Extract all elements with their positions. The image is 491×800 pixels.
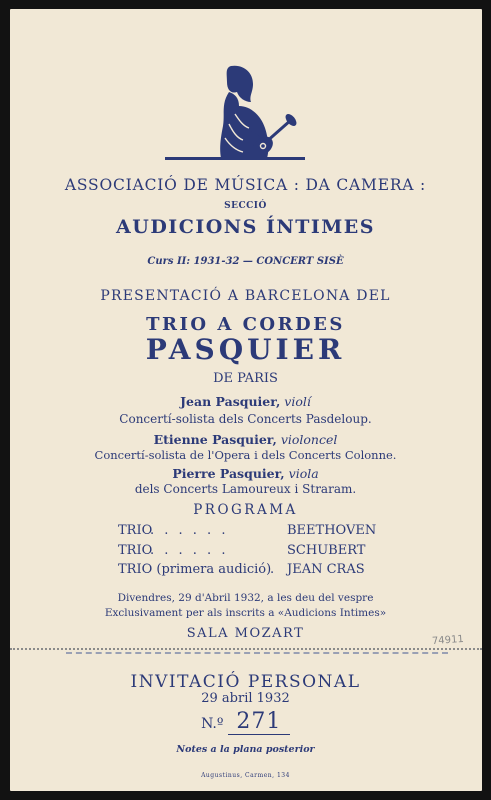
perforation-line: [10, 648, 482, 650]
program-item-1-composer: BEETHOVEN: [287, 523, 377, 538]
section-label: SECCIÓ: [224, 201, 267, 211]
performer-2-instrument: violoncel: [280, 432, 338, 447]
association-title: ASSOCIACIÓ DE MÚSICA : DA CAMERA :: [64, 176, 427, 194]
program-item-2-work: TRIO: [118, 543, 153, 558]
performer-1-instrument: violí: [284, 394, 311, 409]
ensemble-name-line2: PASQUIER: [145, 333, 346, 366]
program-title: PROGRAMA: [193, 502, 298, 518]
performer-3-name: Pierre Pasquier,: [172, 466, 285, 481]
archive-stamp: 74911: [431, 633, 465, 648]
performer-1: [0, 394, 491, 409]
performer-3-desc: dels Concerts Lamoureux i Straram.: [134, 482, 357, 496]
performer-1-name: Jean Pasquier,: [180, 394, 281, 409]
venue-name: SALA MOZART: [186, 626, 305, 641]
event-date-line: Divendres, 29 d'Abril 1932, a les deu del vespre: [117, 592, 374, 604]
performer-3-instrument: viola: [288, 466, 319, 481]
invitation-date: 29 abril 1932: [201, 691, 290, 706]
program-item-2-composer: SCHUBERT: [287, 543, 366, 558]
printer-credit: Augustinus, Carmen, 134: [201, 772, 290, 779]
performer-2: [0, 432, 491, 447]
musician-logo: [165, 62, 305, 162]
back-page-note: Notes a la plana posterior: [176, 744, 315, 755]
invitation-number: 271: [228, 709, 290, 735]
program-item-3-work: TRIO (primera audició): [118, 562, 272, 577]
event-access-line: Exclusivament per als inscrits a «Audicions Intimes»: [104, 607, 387, 619]
presentation-line: PRESENTACIÓ A BARCELONA DEL: [100, 288, 391, 304]
performer-3: [0, 466, 491, 481]
number-label: N.º: [201, 716, 224, 732]
ensemble-name-line1: TRIO A CORDES: [146, 314, 345, 335]
perforation-dashes: [66, 652, 448, 654]
invitation-number-row: [0, 709, 491, 735]
invitation-title: INVITACIÓ PERSONAL: [130, 672, 361, 692]
program-item-1-work: TRIO: [118, 523, 153, 538]
program-item-2-dots: . . . . . .: [150, 543, 229, 558]
program-item-1-dots: . . . . . .: [150, 523, 229, 538]
program-item-3-dots: .: [270, 562, 281, 577]
performer-1-desc: Concertí-solista dels Concerts Pasdeloup.: [119, 412, 372, 426]
section-name: AUDICIONS ÍNTIMES: [116, 216, 375, 238]
ensemble-origin: DE PARIS: [213, 371, 278, 386]
program-item-3-composer: JEAN CRAS: [287, 562, 365, 577]
performer-2-desc: Concertí-solista de l'Opera i dels Concerts Colonne.: [94, 448, 397, 462]
course-line: Curs II: 1931-32 — CONCERT SISÈ: [147, 256, 344, 267]
performer-2-name: Etienne Pasquier,: [153, 432, 277, 447]
